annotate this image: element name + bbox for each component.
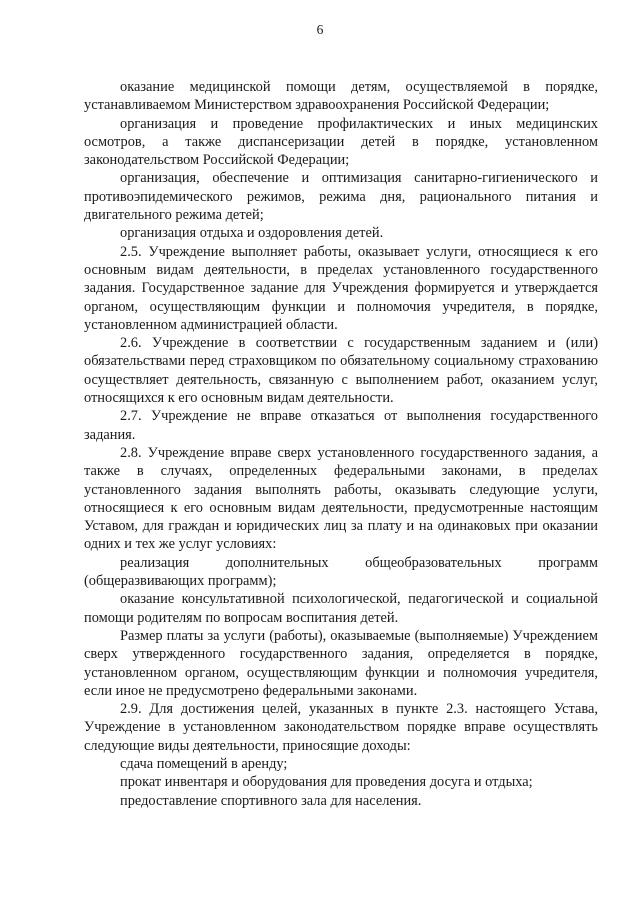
paragraph-medical-exams: организация и проведение профилактических и иных медицинских осмотров, а также диспансеризации детей в порядке, установленном законодательством Российской Федерации; <box>84 115 598 169</box>
paragraph-sports-hall: предоставление спортивного зала для населения. <box>120 792 422 809</box>
paragraph-additional-programs: реализация дополнительных общеобразовательных программ (общеразвивающих программ); <box>84 554 598 590</box>
paragraph-medical-care: оказание медицинской помощи детям, осуществляемой в порядке, устанавливаемом Министерством здравоохранения Российской Федерации; <box>84 79 598 114</box>
paragraph-counseling: оказание консультативной психологической, педагогической и социальной помощи родителям по вопросам воспитания детей. <box>84 591 598 626</box>
document-body <box>84 78 598 810</box>
paragraph-equipment-rental: прокат инвентаря и оборудования для проведения досуга и отдыха; <box>120 774 533 791</box>
paragraph-2-5: 2.5. Учреждение выполняет работы, оказывает услуги, относящиеся к его основным видам деятельности, в пределах установленного государственного задания. Государственное задание для Учреждения формируется и утверждается органом, осуществляющим функции и полномочия учредителя, в порядке, установленном администрацией области. <box>84 243 598 333</box>
paragraph-2-7: 2.7. Учреждение не вправе отказаться от выполнения государственного задания. <box>84 408 598 443</box>
paragraph-fee-amount: Размер платы за услуги (работы), оказываемые (выполняемые) Учреждением сверх утвержденного государственного задания, определяется в порядке, установленном органом, осуществляющим функции и полномочия учредителя, если иное не предусмотрено федеральными законами. <box>84 627 598 699</box>
page-number: 6 <box>316 22 324 37</box>
paragraph-sanitary-regime: организация, обеспечение и оптимизация санитарно-гигиенического и противоэпидемического режимов, режима дня, рационального питания и двигательного режима детей; <box>84 170 598 224</box>
paragraph-2-8: 2.8. Учреждение вправе сверх установленного государственного задания, а также в случаях, определенных федеральными законами, в пределах установленного задания выполнять работы, оказывать следующие услуги, относящиеся к его основным видам деятельности, предусмотренные настоящим Уставом, для граждан и юридических лиц за плату и на одинаковых при оказании одних и тех же услуг условиях: <box>84 444 598 553</box>
paragraph-recreation: организация отдыха и оздоровления детей. <box>120 225 384 242</box>
paragraph-2-6: 2.6. Учреждение в соответствии с государственным заданием и (или) обязательствами перед страховщиком по обязательному социальному страхованию осуществляет деятельность, связанную с выполнением работ, оказанием услуг, относящихся к его основным видам деятельности. <box>84 335 598 407</box>
paragraph-premises-rental: сдача помещений в аренду; <box>120 755 288 772</box>
paragraph-2-9: 2.9. Для достижения целей, указанных в пункте 2.3. настоящего Устава, Учреждение в установленном законодательством порядке вправе осуществлять следующие виды деятельности, приносящие доходы: <box>84 701 598 754</box>
